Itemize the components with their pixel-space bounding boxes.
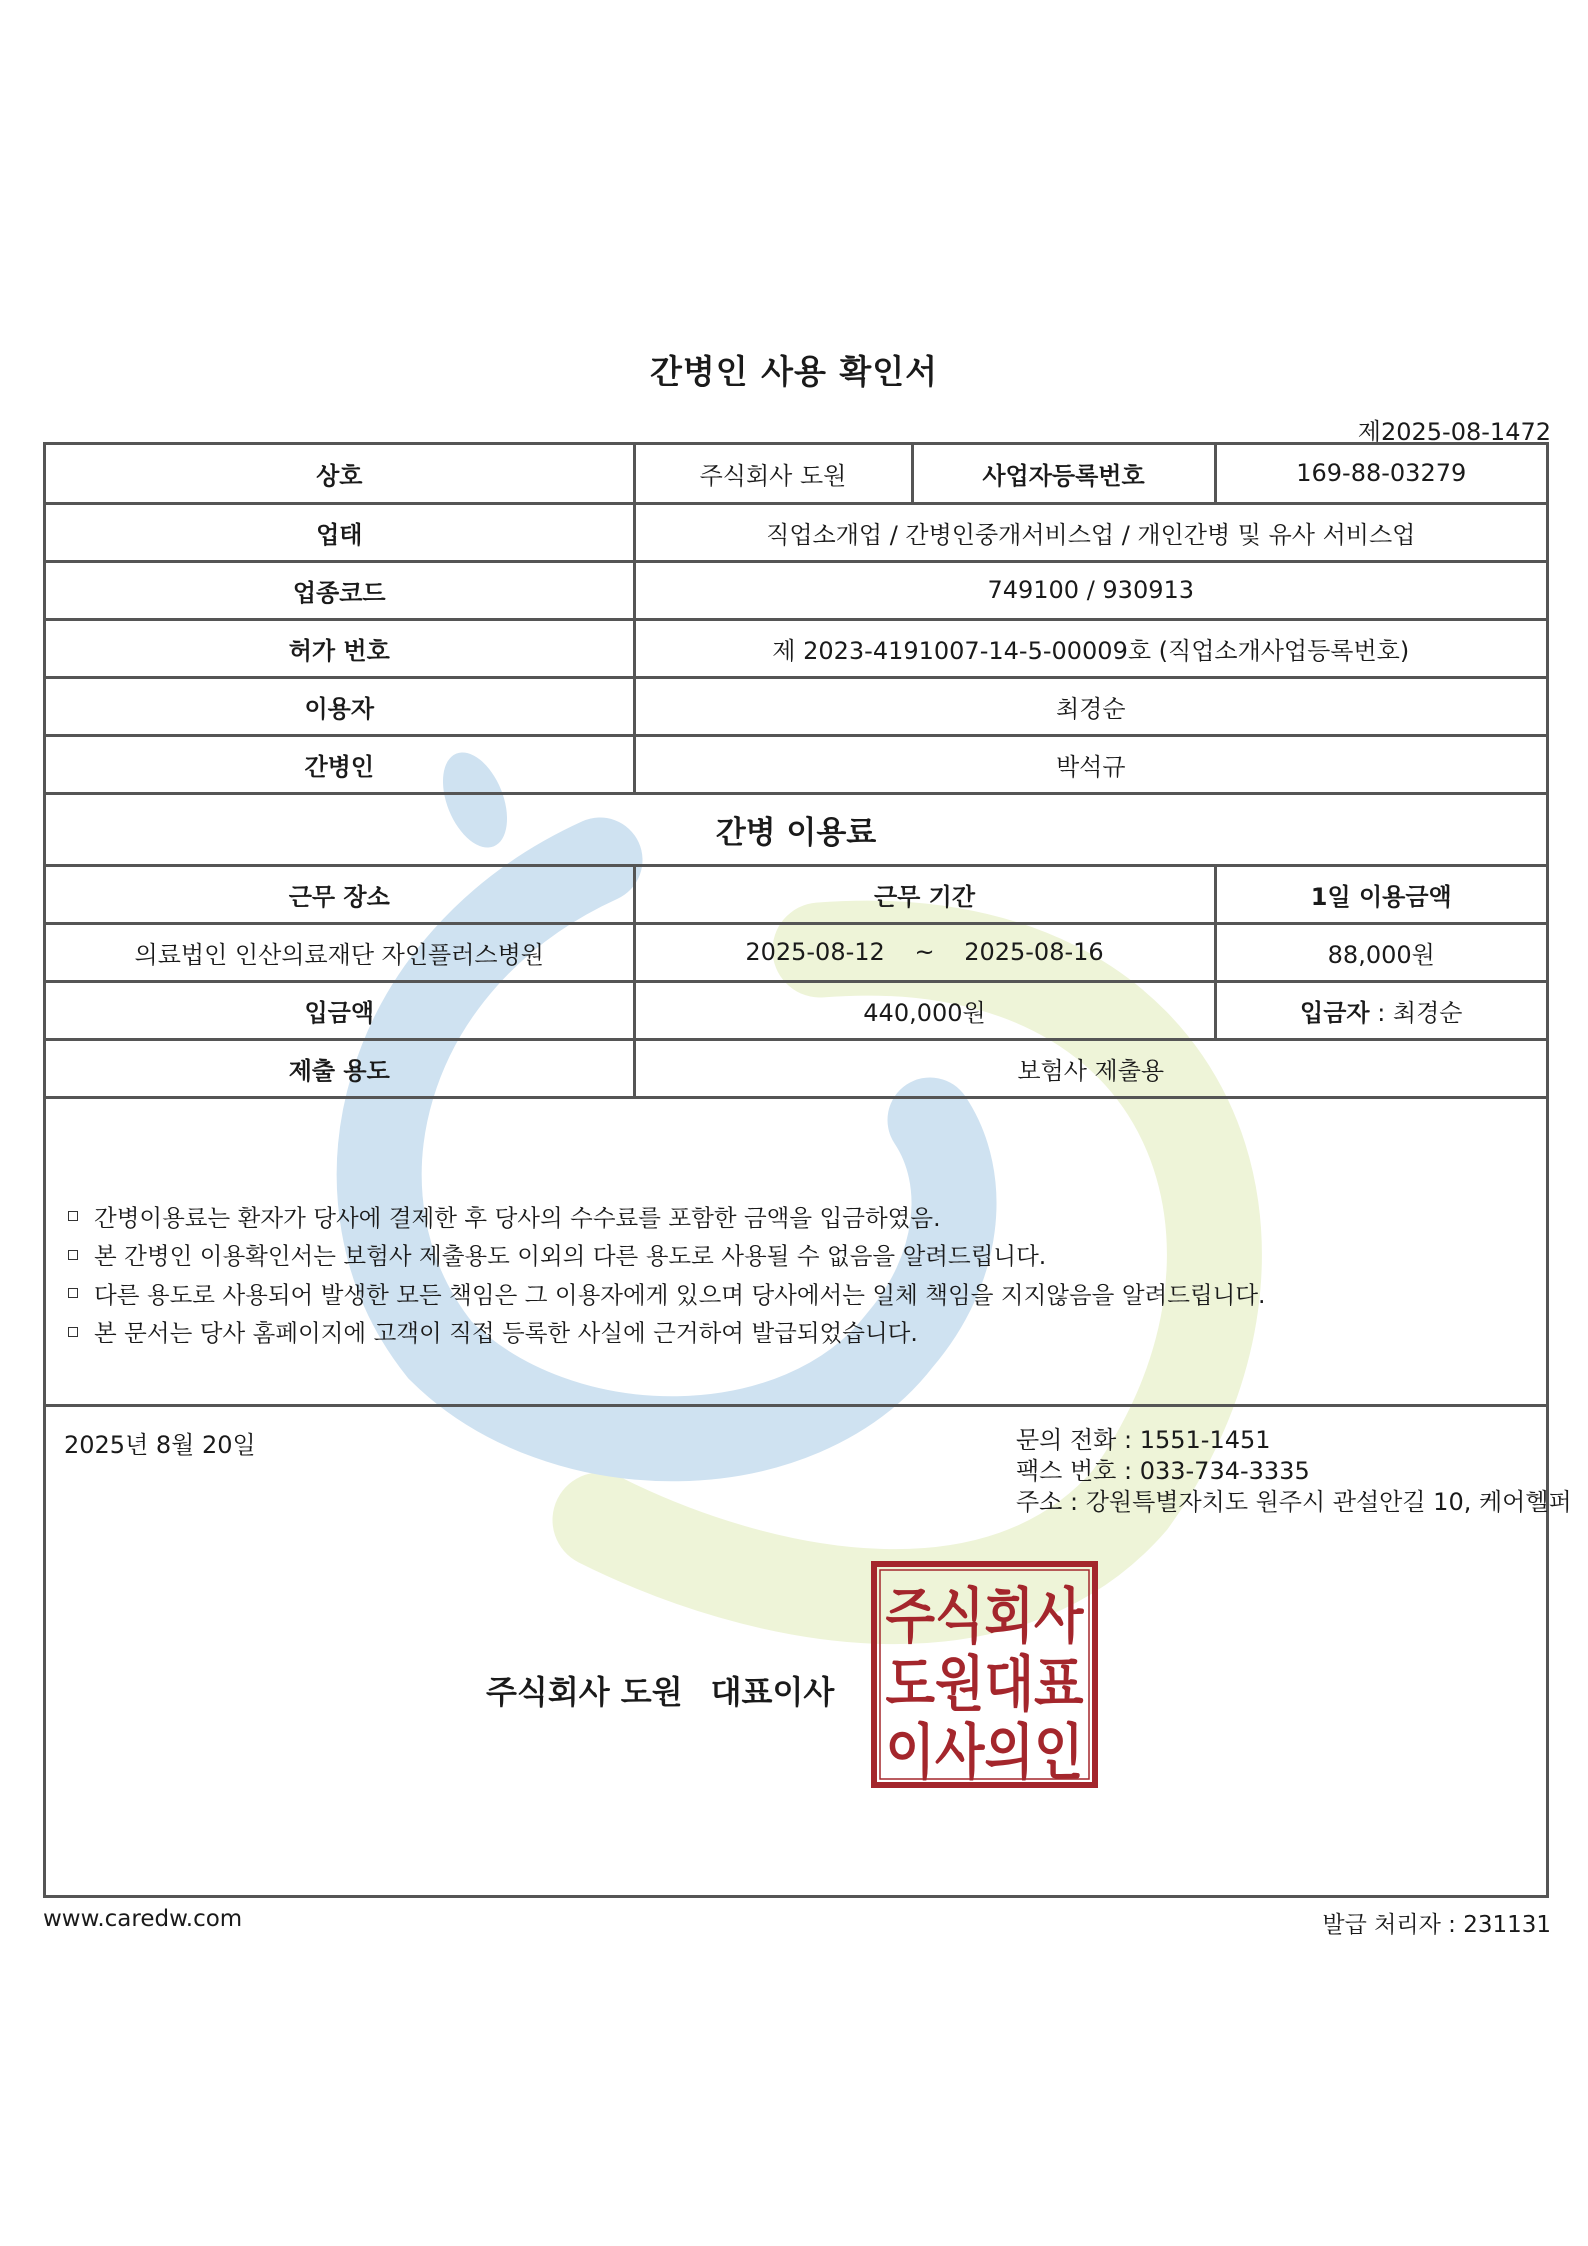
company-name: 주식회사 도원 (634, 445, 912, 503)
table-row (46, 445, 1546, 503)
caregiver-label: 간병인 (46, 735, 634, 793)
period-value (634, 923, 1215, 981)
note-item: 본 간병인 이용확인서는 보험사 제출용도 이외의 다른 용도로 사용될 수 없음을 알려드립니다. (68, 1237, 1546, 1276)
bizreg-value: 169-88-03279 (1215, 445, 1546, 503)
workplace-label: 근무 장소 (46, 865, 634, 923)
deposit-label: 입금액 (46, 981, 634, 1039)
industry-code-value: 749100 / 930913 (634, 561, 1546, 619)
license-value: 제 2023-4191007-14-5-00009호 (직업소개사업등록번호) (634, 619, 1546, 677)
document-number: 제2025-08-1472 (1357, 418, 1551, 446)
period-label: 근무 기간 (634, 865, 1215, 923)
table-row (46, 503, 1546, 561)
document-title: 간병인 사용 확인서 (649, 352, 938, 391)
signer-company: 주식회사 도원 (486, 1672, 683, 1711)
table-row (46, 1039, 1546, 1097)
company-label: 상호 (46, 445, 634, 503)
table-row (46, 677, 1546, 735)
bizreg-label: 사업자등록번호 (912, 445, 1215, 503)
square-bullet-icon (68, 1211, 78, 1221)
business-type-label: 업태 (46, 503, 634, 561)
svg-text:이사의인: 이사의인 (885, 1717, 1084, 1788)
contact-address: 주소 : 강원특별자치도 원주시 관설안길 10, 케어헬퍼 (1016, 1487, 1572, 1516)
period-end: 2025-08-16 (964, 938, 1104, 966)
contact-phone: 문의 전화 : 1551-1451 (1016, 1425, 1271, 1454)
contact-info (1016, 1425, 1572, 1518)
square-bullet-icon (68, 1288, 78, 1298)
depositor-value: 최경순 (1392, 998, 1463, 1027)
table-row (46, 793, 1546, 865)
license-label: 허가 번호 (46, 619, 634, 677)
user-value: 최경순 (634, 677, 1546, 735)
business-type-value: 직업소개업 / 간병인중개서비스업 / 개인간병 및 유사 서비스업 (634, 503, 1546, 561)
square-bullet-icon (68, 1327, 78, 1337)
note-item: 본 문서는 당사 홈페이지에 고객이 직접 등록한 사실에 근거하여 발급되었습니다. (68, 1314, 1546, 1353)
depositor-label: 입금자 (1300, 998, 1370, 1027)
issuer-id: 발급 처리자 : 231131 (1322, 1912, 1551, 1938)
table-row (46, 619, 1546, 677)
note-item: 간병이용료는 환자가 당사에 결제한 후 당사의 수수료를 포함한 금액을 입금하였음. (68, 1199, 1546, 1238)
purpose-value: 보험사 제출용 (634, 1039, 1546, 1097)
period-start: 2025-08-12 (745, 938, 885, 966)
signer-line (486, 1667, 862, 1713)
table-row (46, 735, 1546, 793)
depositor-cell (1215, 981, 1546, 1039)
table-row (46, 865, 1546, 923)
info-table (46, 445, 1546, 1099)
svg-text:도원대표: 도원대표 (885, 1649, 1084, 1720)
square-bullet-icon (68, 1250, 78, 1260)
signature-section (46, 1407, 1572, 1822)
table-row (46, 561, 1546, 619)
caregiver-value: 박석규 (634, 735, 1546, 793)
signer-title: 대표이사 (710, 1672, 835, 1711)
fee-section-title: 간병 이용료 (46, 793, 1546, 865)
table-row (46, 923, 1546, 981)
user-label: 이용자 (46, 677, 634, 735)
note-item: 다른 용도로 사용되어 발생한 모든 책임은 그 이용자에게 있으며 당사에서는 일체 책임을 지지않음을 알려드립니다. (68, 1276, 1546, 1315)
deposit-value: 440,000원 (634, 981, 1215, 1039)
company-seal-stamp (871, 1561, 1098, 1788)
document-frame (43, 442, 1572, 1898)
depositor-separator: : (1369, 998, 1393, 1027)
daily-fee-value: 88,000원 (1215, 923, 1546, 981)
svg-text:주식회사: 주식회사 (885, 1581, 1085, 1652)
daily-fee-label: 1일 이용금액 (1215, 865, 1546, 923)
workplace-value: 의료법인 인산의료재단 자인플러스병원 (46, 923, 634, 981)
period-separator: ~ (914, 938, 935, 966)
issue-date: 2025년 8월 20일 (64, 1430, 256, 1459)
contact-fax: 팩스 번호 : 033-734-3335 (1016, 1456, 1310, 1485)
table-row (46, 981, 1546, 1039)
notes-section (46, 1099, 1546, 1407)
website-link[interactable]: www.caredw.com (43, 1906, 243, 1932)
industry-code-label: 업종코드 (46, 561, 634, 619)
purpose-label: 제출 용도 (46, 1039, 634, 1097)
